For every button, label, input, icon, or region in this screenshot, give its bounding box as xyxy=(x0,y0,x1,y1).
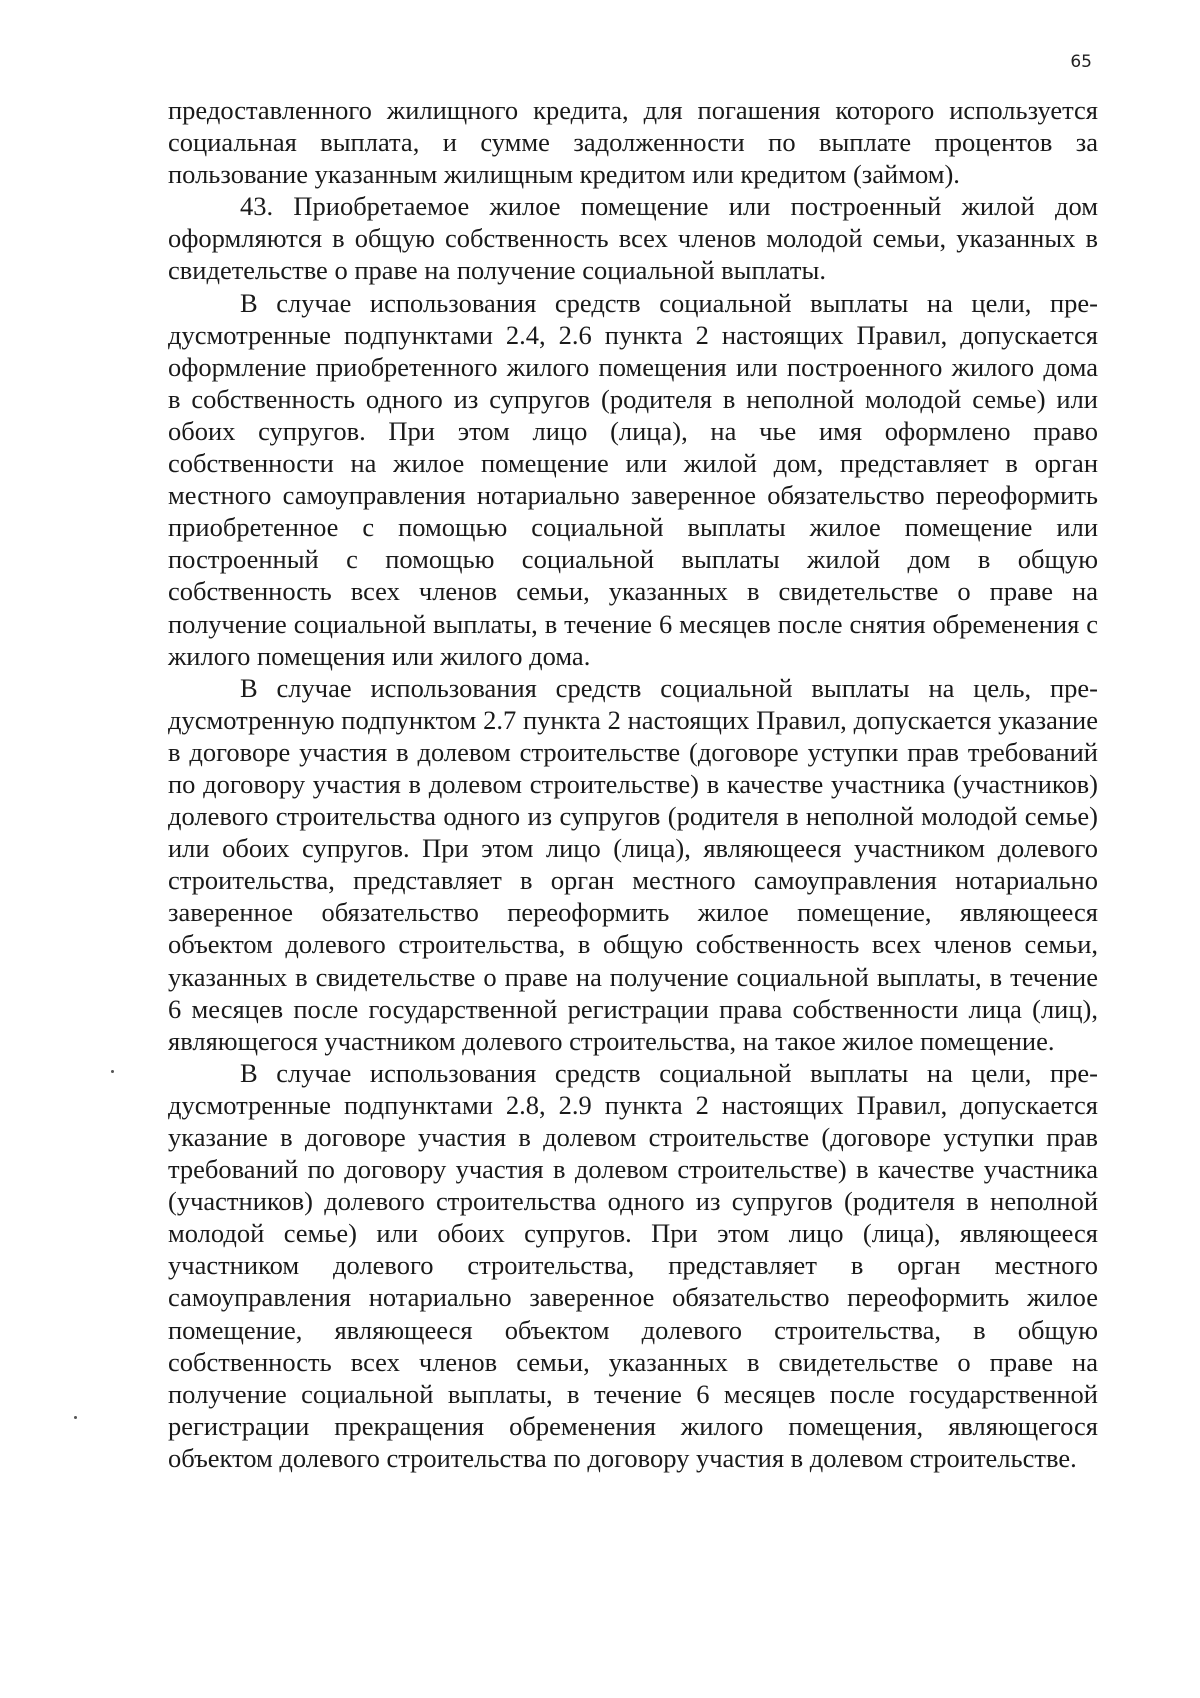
paragraph-subclause-2-7: В случае использования средств социальной выплаты на цель, предусмотренную подпунктом 2.7 пункта 2 настоящих Правил, допускается указание в договоре участия в долевом строительстве (договоре уступки прав требований по договору участия в долевом строительстве) в качестве участника (участников) долевого строительства одного из супругов (родителя в неполной молодой семье) или обоих супругов. При этом лицо (лица), являющееся участником долевого строительства, представляет в орган местного самоуправления нотариально заверенное обязательство переоформить жилое помещение, являющееся объектом долевого строительства, в общую собственность всех членов семьи, указанных в свидетельстве о праве на получение социальной выплаты, в течение 6 месяцев после государственной регистрации права собственности лица (лиц), являющегося участником долевого строительства, на такое жилое помещение. xyxy=(168,672,1098,1056)
scan-speck xyxy=(74,1416,77,1419)
paragraph-continuation: предоставленного жилищного кредита, для погашения которого используется социальная выплата, и сумме задолженности по выплате процентов за пользование указанным жилищным кредитом или кредитом (займом). xyxy=(168,95,1098,190)
paragraph-ownership-subclauses-2-4-2-6: В случае использования средств социальной выплаты на цели, предусмотренные подпунктами 2.4, 2.6 пункта 2 настоящих Правил, допускается оформление приобретенного жилого помещения или построенного жилого дома в собственность одного из супругов (родителя в неполной молодой семье) или обоих супругов. При этом лицо (лица), на чье имя оформлено право собственности на жилое помещение или жилой дом, представляет в орган местного самоуправления нотариально заверенное обязательство переоформить приобретенное с помощью социальной выплаты жилое помещение или построенный с помощью социальной выплаты жилой дом в общую собственность всех членов семьи, указанных в свидетельстве о праве на получение социальной выплаты, в течение 6 месяцев после снятия обременения с жилого помещения или жилого дома. xyxy=(168,287,1098,671)
scan-speck xyxy=(111,1070,114,1073)
page-number: 65 xyxy=(1070,52,1092,72)
paragraph-43: 43. Приобретаемое жилое помещение или построенный жилой дом оформляются в общую собственность всех членов молодой семьи, указанных в свидетельстве о праве на получение социальной выплаты. xyxy=(168,191,1098,286)
body-text xyxy=(168,94,1098,1474)
paragraph-subclauses-2-8-2-9: В случае использования средств социальной выплаты на цели, предусмотренные подпунктами 2.8, 2.9 пункта 2 настоящих Правил, допускается указание в договоре участия в долевом строительстве (договоре уступки прав требований по договору участия в долевом строительстве) в качестве участника (участников) долевого строительства одного из супругов (родителя в неполной молодой семье) или обоих супругов. При этом лицо (лица), являющееся участником долевого строительства, представляет в орган местного самоуправления нотариально заверенное обязательство переоформить жилое помещение, являющееся объектом долевого строительства, в общую собственность всех членов семьи, указанных в свидетельстве о праве на получение социальной выплаты, в течение 6 месяцев после государственной регистрации прекращения обременения жилого помещения, являющегося объектом долевого строительства по договору участия в долевом строительстве. xyxy=(168,1057,1098,1473)
